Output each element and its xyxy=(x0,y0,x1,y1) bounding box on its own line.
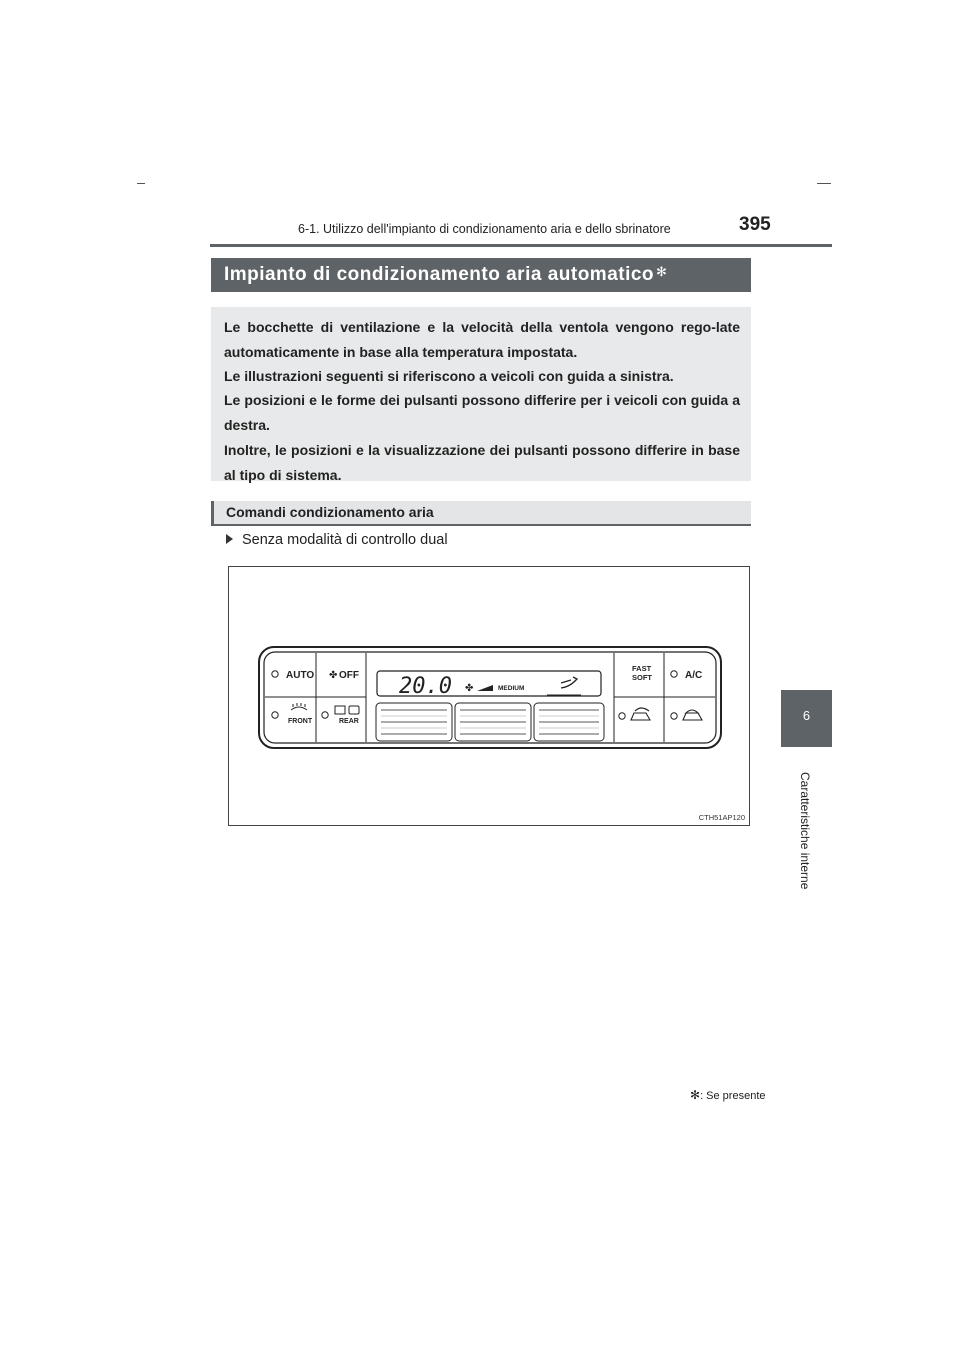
fan-icon: ✤ xyxy=(329,670,338,681)
chapter-number: 6 xyxy=(802,708,811,723)
page-number: 395 xyxy=(739,214,771,235)
intro-paragraph: Le posizioni e le forme dei pulsanti possono differire per i veicoli con guida a destra. xyxy=(224,392,740,433)
footnote-marker-icon: ✻ xyxy=(690,1088,701,1102)
rear-label: REAR xyxy=(339,718,359,725)
intro-paragraph: Inoltre, le posizioni e la visualizzazione dei pulsanti possono differire in base al tipo di sistema. xyxy=(224,442,740,483)
section-title xyxy=(224,264,667,286)
section-title-bar xyxy=(211,258,751,292)
fan-off-button[interactable] xyxy=(329,670,359,681)
lcd-display xyxy=(377,671,601,699)
figure-frame xyxy=(228,566,750,826)
fan-speed-icon: ✤ xyxy=(465,683,474,694)
crop-mark-right xyxy=(817,183,831,184)
subsection-rule xyxy=(211,524,751,526)
soft-label: SOFT xyxy=(632,673,652,682)
intro-paragraph: Le bocchette di ventilazione e la velocità della ventola vengono rego-late automaticamente in base alla temperatura impostata. xyxy=(224,319,740,360)
ac-label: A/C xyxy=(685,670,703,681)
chapter-tab xyxy=(781,690,832,747)
footnote-text: : Se presente xyxy=(700,1090,766,1102)
crop-mark-left xyxy=(137,183,145,184)
bullet-text: Senza modalità di controllo dual xyxy=(242,532,448,548)
figure-code: CTH51AP120 xyxy=(698,813,745,822)
footnote xyxy=(690,1088,766,1102)
climate-panel-illustration xyxy=(229,567,749,825)
intro-paragraph: Le illustrazioni seguenti si riferiscono a veicoli con guida a sinistra. xyxy=(224,368,674,384)
bullet-item xyxy=(226,532,448,548)
fast-soft-button[interactable] xyxy=(632,664,652,682)
section-title-text: Impianto di condizionamento aria automatico xyxy=(224,264,655,285)
front-label: FRONT xyxy=(288,718,313,725)
chapter-title-vertical: Caratteristiche interne xyxy=(798,772,812,890)
fan-mode-readout: MEDIUM xyxy=(498,685,525,692)
running-header: 6-1. Utilizzo dell'impianto di condizionamento aria e dello sbrinatore xyxy=(298,222,671,236)
subsection-title: Comandi condizionamento aria xyxy=(226,504,434,520)
header-rule xyxy=(210,244,832,247)
optional-marker-icon: ✻ xyxy=(656,264,668,279)
subsection-bar xyxy=(211,501,751,524)
temperature-readout: 20.0 xyxy=(399,674,452,699)
off-label: OFF xyxy=(339,670,359,681)
intro-box xyxy=(211,307,751,481)
auto-label: AUTO xyxy=(286,670,315,681)
fast-label: FAST xyxy=(632,664,652,673)
triangle-bullet-icon xyxy=(226,534,233,544)
